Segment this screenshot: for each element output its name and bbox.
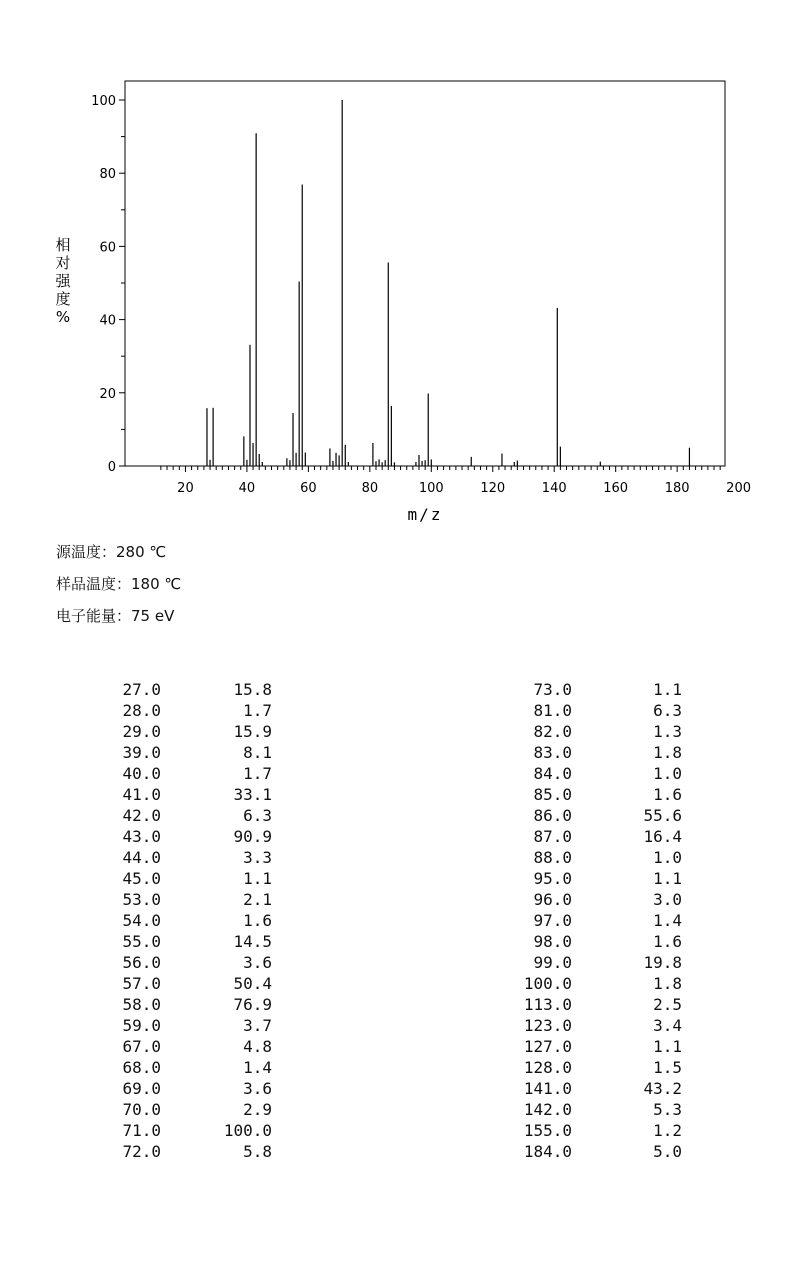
peak-abundance: 1.4 xyxy=(243,1058,272,1077)
peak-row xyxy=(0,721,794,742)
peak-row xyxy=(0,1141,794,1162)
peak-row xyxy=(0,784,794,805)
peak-mz: 184.0 xyxy=(523,1142,572,1161)
peak-row xyxy=(0,1099,794,1120)
x-tick-label: 160 xyxy=(603,481,629,496)
peak-bars xyxy=(207,100,689,466)
peak-mz: 83.0 xyxy=(533,743,572,762)
peak-mz: 29.0 xyxy=(122,722,161,741)
peak-mz: 55.0 xyxy=(122,932,161,951)
y-tick-label: 20 xyxy=(99,386,116,402)
peak-row xyxy=(0,994,794,1015)
peak-row xyxy=(0,1057,794,1078)
peak-abundance: 1.1 xyxy=(653,680,682,699)
x-tick-label: 40 xyxy=(238,481,256,496)
peak-abundance: 15.8 xyxy=(233,680,272,699)
mass-spectrum-chart xyxy=(0,0,794,530)
x-tick-label: 180 xyxy=(664,481,690,496)
peak-row xyxy=(0,1078,794,1099)
peak-abundance: 16.4 xyxy=(643,827,682,846)
peak-abundance: 3.6 xyxy=(243,953,272,972)
peak-abundance: 3.3 xyxy=(243,848,272,867)
x-tick-label: 140 xyxy=(541,481,567,496)
peak-row xyxy=(0,1036,794,1057)
peak-mz: 72.0 xyxy=(122,1142,161,1161)
x-axis xyxy=(161,466,751,496)
peak-row xyxy=(0,910,794,931)
peak-abundance: 43.2 xyxy=(643,1079,682,1098)
peak-row xyxy=(0,889,794,910)
x-tick-label: 100 xyxy=(418,481,444,496)
y-tick-label: 100 xyxy=(91,94,116,109)
peak-row xyxy=(0,805,794,826)
peak-mz: 73.0 xyxy=(533,680,572,699)
peak-mz: 45.0 xyxy=(122,869,161,888)
peak-abundance: 15.9 xyxy=(233,722,272,741)
peak-abundance: 3.7 xyxy=(243,1016,272,1035)
electron-energy: 电子能量：75 eV xyxy=(56,607,175,625)
peak-abundance: 1.7 xyxy=(243,764,272,783)
peak-mz: 57.0 xyxy=(122,974,161,993)
peak-abundance: 3.6 xyxy=(243,1079,272,1098)
peak-abundance: 19.8 xyxy=(643,953,682,972)
peak-mz: 81.0 xyxy=(533,701,572,720)
x-tick-label: 20 xyxy=(177,481,194,496)
peak-abundance: 33.1 xyxy=(233,785,272,804)
y-tick-label: 80 xyxy=(99,167,116,183)
x-tick-label: 80 xyxy=(361,481,379,496)
y-tick-label: 0 xyxy=(107,460,116,475)
peak-mz: 84.0 xyxy=(533,764,572,783)
peak-mz: 95.0 xyxy=(533,869,572,888)
peak-abundance: 55.6 xyxy=(643,806,682,825)
peak-abundance: 2.9 xyxy=(243,1100,272,1119)
peak-mz: 41.0 xyxy=(122,785,161,804)
peak-mz: 40.0 xyxy=(122,764,161,783)
peak-mz: 142.0 xyxy=(523,1100,572,1119)
x-tick-label: 120 xyxy=(480,481,506,496)
peak-abundance: 50.4 xyxy=(233,974,272,993)
peak-mz: 27.0 xyxy=(122,680,161,699)
peak-abundance: 5.8 xyxy=(243,1142,272,1161)
peak-abundance: 1.5 xyxy=(653,1058,682,1077)
peak-row xyxy=(0,826,794,847)
x-tick-label: 60 xyxy=(300,481,317,496)
peak-abundance: 1.1 xyxy=(653,1037,682,1056)
peak-row xyxy=(0,847,794,868)
peak-row xyxy=(0,952,794,973)
y-axis xyxy=(91,94,125,475)
peak-mz: 71.0 xyxy=(122,1121,161,1140)
peak-abundance: 8.1 xyxy=(243,743,272,762)
peak-abundance: 1.6 xyxy=(243,911,272,930)
peak-abundance: 2.5 xyxy=(653,995,682,1014)
peak-mz: 87.0 xyxy=(533,827,572,846)
peak-row xyxy=(0,742,794,763)
peak-abundance: 100.0 xyxy=(223,1121,272,1140)
x-tick-label: 200 xyxy=(726,481,752,496)
peak-abundance: 76.9 xyxy=(233,995,272,1014)
peak-row xyxy=(0,763,794,784)
peak-table-right xyxy=(0,679,794,1162)
peak-row xyxy=(0,868,794,889)
source-temperature: 源温度：280 ℃ xyxy=(56,543,167,561)
peak-mz: 39.0 xyxy=(122,743,161,762)
peak-abundance: 1.7 xyxy=(243,701,272,720)
peak-abundance: 3.4 xyxy=(653,1016,682,1035)
peak-mz: 127.0 xyxy=(523,1037,572,1056)
peak-mz: 68.0 xyxy=(122,1058,161,1077)
sample-temperature: 样品温度：180 ℃ xyxy=(56,575,182,593)
peak-mz: 96.0 xyxy=(533,890,572,909)
peak-abundance: 1.2 xyxy=(653,1121,682,1140)
peak-mz: 58.0 xyxy=(122,995,161,1014)
peak-abundance: 5.0 xyxy=(653,1142,682,1161)
peak-mz: 42.0 xyxy=(122,806,161,825)
peak-mz: 53.0 xyxy=(122,890,161,909)
peak-abundance: 5.3 xyxy=(653,1100,682,1119)
peak-mz: 85.0 xyxy=(533,785,572,804)
peak-abundance: 4.8 xyxy=(243,1037,272,1056)
peak-mz: 128.0 xyxy=(523,1058,572,1077)
peak-abundance: 6.3 xyxy=(653,701,682,720)
peak-abundance: 1.6 xyxy=(653,932,682,951)
y-axis-label: 相对强度% xyxy=(55,236,71,326)
peak-abundance: 1.1 xyxy=(243,869,272,888)
y-tick-label: 40 xyxy=(99,313,116,329)
peak-abundance: 1.0 xyxy=(653,848,682,867)
peak-row xyxy=(0,973,794,994)
peak-mz: 86.0 xyxy=(533,806,572,825)
peak-mz: 97.0 xyxy=(533,911,572,930)
peak-abundance: 6.3 xyxy=(243,806,272,825)
plot-frame xyxy=(125,81,725,466)
peak-mz: 59.0 xyxy=(122,1016,161,1035)
peak-mz: 141.0 xyxy=(523,1079,572,1098)
peak-row xyxy=(0,1015,794,1036)
peak-abundance: 1.0 xyxy=(653,764,682,783)
peak-abundance: 1.4 xyxy=(653,911,682,930)
peak-abundance: 1.6 xyxy=(653,785,682,804)
peak-mz: 43.0 xyxy=(122,827,161,846)
peak-mz: 123.0 xyxy=(523,1016,572,1035)
peak-abundance: 90.9 xyxy=(233,827,272,846)
peak-mz: 88.0 xyxy=(533,848,572,867)
peak-mz: 44.0 xyxy=(122,848,161,867)
peak-mz: 113.0 xyxy=(523,995,572,1014)
peak-mz: 54.0 xyxy=(122,911,161,930)
peak-abundance: 1.1 xyxy=(653,869,682,888)
peak-mz: 100.0 xyxy=(523,974,572,993)
peak-row xyxy=(0,700,794,721)
x-axis-label: m/z xyxy=(407,505,443,524)
peak-row xyxy=(0,931,794,952)
peak-row xyxy=(0,679,794,700)
peak-abundance: 1.3 xyxy=(653,722,682,741)
peak-mz: 28.0 xyxy=(122,701,161,720)
peak-mz: 70.0 xyxy=(122,1100,161,1119)
peak-abundance: 1.8 xyxy=(653,743,682,762)
peak-abundance: 1.8 xyxy=(653,974,682,993)
peak-abundance: 3.0 xyxy=(653,890,682,909)
peak-row xyxy=(0,1120,794,1141)
peak-abundance: 2.1 xyxy=(243,890,272,909)
peak-mz: 67.0 xyxy=(122,1037,161,1056)
y-tick-label: 60 xyxy=(99,240,116,256)
peak-mz: 56.0 xyxy=(122,953,161,972)
peak-abundance: 14.5 xyxy=(233,932,272,951)
peak-mz: 69.0 xyxy=(122,1079,161,1098)
peak-mz: 98.0 xyxy=(533,932,572,951)
peak-mz: 99.0 xyxy=(533,953,572,972)
peak-mz: 82.0 xyxy=(533,722,572,741)
peak-mz: 155.0 xyxy=(523,1121,572,1140)
